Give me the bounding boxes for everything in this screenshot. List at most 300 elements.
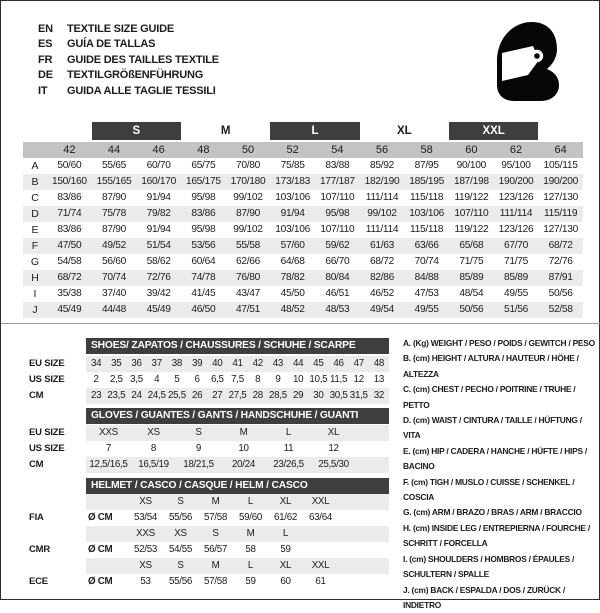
- cell: 25,5/30: [311, 457, 356, 473]
- cell: 190/200: [494, 174, 539, 190]
- cell: M: [221, 425, 266, 441]
- cell: XS: [163, 526, 198, 542]
- cell: 115/118: [404, 190, 449, 206]
- guide-title: TEXTILE SIZE GUIDE: [67, 22, 174, 37]
- cell: 115/119: [538, 206, 583, 222]
- cell: 35/38: [47, 286, 92, 302]
- diameter-cell: [86, 558, 128, 574]
- cell: 55/56: [163, 510, 198, 526]
- cell: 83/86: [47, 222, 92, 238]
- cell: 103/106: [270, 190, 315, 206]
- cell: 35: [106, 356, 126, 372]
- cell: 87/95: [404, 158, 449, 174]
- row-label: CM: [29, 388, 86, 404]
- language-row: [38, 37, 219, 52]
- guide-title: GUIDA ALLE TAGLIE TESSILI: [67, 84, 216, 99]
- language-title-list: [38, 22, 219, 99]
- cell: 6: [187, 372, 207, 388]
- cell: 48/52: [270, 302, 315, 318]
- cell: 59: [268, 542, 303, 558]
- row-label: [29, 494, 86, 510]
- cell: 84/88: [404, 270, 449, 286]
- cell: 190/200: [538, 174, 583, 190]
- cell: 12: [349, 372, 369, 388]
- row-label: CM: [29, 457, 86, 473]
- language-code: ES: [38, 37, 67, 52]
- cell: 48: [369, 356, 389, 372]
- main-size-table: [23, 122, 583, 318]
- cell: 103/106: [270, 222, 315, 238]
- values-row: [86, 510, 389, 526]
- cell: 6,5: [207, 372, 227, 388]
- cell: 75/85: [270, 158, 315, 174]
- cell: 80/84: [315, 270, 360, 286]
- legend-item: G. (cm) ARM / BRAZO / BRAS / ARM / BRACCIO: [403, 505, 600, 520]
- cell: 52/53: [128, 542, 163, 558]
- legend-item: E. (cm) HIP / CADERA / HANCHE / HÜFTE / HIPS / BACINO: [403, 444, 600, 475]
- cell: 111/114: [360, 190, 405, 206]
- cell: 75/78: [92, 206, 137, 222]
- values-row: [86, 526, 389, 542]
- cell: 55/56: [163, 574, 198, 590]
- cell: 65/75: [181, 158, 226, 174]
- cell: S: [163, 494, 198, 510]
- cell: 18/21,5: [176, 457, 221, 473]
- cell: 58: [233, 542, 268, 558]
- cell: 2: [86, 372, 106, 388]
- column-header: 60: [449, 142, 494, 158]
- cell: XS: [128, 558, 163, 574]
- cell: 155/165: [92, 174, 137, 190]
- cell: 28: [248, 388, 268, 404]
- cell: 47/53: [404, 286, 449, 302]
- cell: 27,5: [227, 388, 247, 404]
- cell: 111/114: [360, 222, 405, 238]
- gloves-table: [29, 425, 391, 473]
- cell: 78/82: [270, 270, 315, 286]
- cell: 10: [288, 372, 308, 388]
- cell: 107/110: [449, 206, 494, 222]
- cell: 8: [131, 441, 176, 457]
- column-header: 42: [47, 142, 92, 158]
- cell: 63/64: [303, 510, 338, 526]
- column-header: 50: [226, 142, 271, 158]
- cell: 83/88: [315, 158, 360, 174]
- cell: 48/53: [315, 302, 360, 318]
- cell: 30: [308, 388, 328, 404]
- row-label: [29, 526, 86, 542]
- table-row: [23, 286, 583, 302]
- cell: 43: [268, 356, 288, 372]
- cell: 70/74: [92, 270, 137, 286]
- cell: 59/62: [315, 238, 360, 254]
- cell: 45/49: [47, 302, 92, 318]
- legend-item: A. (Kg) WEIGHT / PESO / POIDS / GEWITCH / PESO: [403, 336, 600, 351]
- values-row: [86, 574, 389, 590]
- cell: 57/58: [198, 510, 233, 526]
- helmet-icon-svg: [492, 20, 564, 102]
- values-row: [86, 457, 389, 473]
- cell: 45/50: [270, 286, 315, 302]
- cell: 36: [126, 356, 146, 372]
- cell: M: [198, 558, 233, 574]
- cell: 46/52: [360, 286, 405, 302]
- column-header: 54: [315, 142, 360, 158]
- cell: 87/90: [92, 222, 137, 238]
- cell: 48/54: [449, 286, 494, 302]
- cell: 37: [147, 356, 167, 372]
- cell: 45: [308, 356, 328, 372]
- cell: 26: [187, 388, 207, 404]
- cell: 47/51: [226, 302, 271, 318]
- cell: 85/89: [494, 270, 539, 286]
- cell: 12: [311, 441, 356, 457]
- cell: 115/118: [404, 222, 449, 238]
- cell: 150/160: [47, 174, 92, 190]
- size-group-xl: XL: [360, 122, 449, 140]
- cell: 32: [369, 388, 389, 404]
- row-label: J: [23, 302, 47, 318]
- cell: 91/94: [136, 190, 181, 206]
- column-header: 46: [136, 142, 181, 158]
- cell: 8: [248, 372, 268, 388]
- cell: 60: [268, 574, 303, 590]
- table-row: [29, 574, 391, 590]
- table-row: [29, 542, 391, 558]
- table-row: [23, 190, 583, 206]
- table-row: [29, 558, 391, 574]
- cell: XXL: [303, 494, 338, 510]
- table-row: [23, 302, 583, 318]
- row-label: F: [23, 238, 47, 254]
- cell: 49/55: [494, 286, 539, 302]
- cell: 50/56: [538, 286, 583, 302]
- cell: 160/170: [136, 174, 181, 190]
- language-row: [38, 68, 219, 83]
- cell: 107/110: [315, 222, 360, 238]
- guide-title: GUÍA DE TALLAS: [67, 37, 155, 52]
- table-row: [23, 174, 583, 190]
- cell: 2,5: [106, 372, 126, 388]
- cell: M: [198, 494, 233, 510]
- cell: 66/70: [315, 254, 360, 270]
- size-column-header-row: [23, 142, 583, 158]
- cell: 123/126: [494, 222, 539, 238]
- cell: 60/64: [181, 254, 226, 270]
- cell: 13: [369, 372, 389, 388]
- cell: L: [233, 558, 268, 574]
- cell: 95/98: [181, 190, 226, 206]
- cell: 16,5/19: [131, 457, 176, 473]
- diameter-cell: [86, 494, 128, 510]
- table-row: [29, 526, 391, 542]
- cell: XXS: [86, 425, 131, 441]
- cell: 82/86: [360, 270, 405, 286]
- cell: 57/58: [198, 574, 233, 590]
- cell: 43/47: [226, 286, 271, 302]
- cell: 127/130: [538, 222, 583, 238]
- cell: 49/54: [360, 302, 405, 318]
- cell: 76/80: [226, 270, 271, 286]
- legend-item: F. (cm) TIGH / MUSLO / CUISSE / SCHENKEL / COSCIA: [403, 475, 600, 506]
- row-label: H: [23, 270, 47, 286]
- cell: S: [176, 425, 221, 441]
- cell: [303, 526, 338, 542]
- cell: L: [268, 526, 303, 542]
- cell: 7,5: [227, 372, 247, 388]
- cell: 10,5: [308, 372, 328, 388]
- shoes-table-title: SHOES/ ZAPATOS / CHAUSSURES / SCHUHE / SCARPE: [86, 338, 389, 354]
- language-row: [38, 22, 219, 37]
- table-row: [23, 254, 583, 270]
- cell: 105/115: [538, 158, 583, 174]
- cell: 63/66: [404, 238, 449, 254]
- cell: 41: [227, 356, 247, 372]
- table-row: [29, 372, 391, 388]
- row-label: CMR: [29, 542, 86, 558]
- language-code: EN: [38, 22, 67, 37]
- size-group-s: S: [92, 122, 181, 140]
- cell: 47/50: [47, 238, 92, 254]
- cell: 170/180: [226, 174, 271, 190]
- row-label: C: [23, 190, 47, 206]
- table-row: [29, 510, 391, 526]
- helmet-icon: [492, 20, 564, 102]
- cell: 29: [288, 388, 308, 404]
- corner-cell: [23, 142, 47, 158]
- size-group-l: L: [270, 122, 359, 140]
- cell: 72/76: [136, 270, 181, 286]
- cell: 68/72: [47, 270, 92, 286]
- cell: [303, 542, 338, 558]
- row-label: FIA: [29, 510, 86, 526]
- cell: 61/62: [268, 510, 303, 526]
- cell: 56/57: [198, 542, 233, 558]
- cell: 9: [268, 372, 288, 388]
- cell: 56/60: [92, 254, 137, 270]
- column-header: 64: [538, 142, 583, 158]
- cell: S: [198, 526, 233, 542]
- legend-item: D. (cm) WAIST / CINTURA / TAILLE / HÜFTUNG / VITA: [403, 413, 600, 444]
- table-row: [29, 356, 391, 372]
- cell: 60/70: [136, 158, 181, 174]
- cell: 45/49: [136, 302, 181, 318]
- row-label: EU SIZE: [29, 356, 86, 372]
- cell: 39: [187, 356, 207, 372]
- table-row: [29, 388, 391, 404]
- cell: S: [163, 558, 198, 574]
- row-label: I: [23, 286, 47, 302]
- cell: L: [233, 494, 268, 510]
- cell: 65/68: [449, 238, 494, 254]
- cell: 49/52: [92, 238, 137, 254]
- size-table-body: [23, 158, 583, 318]
- cell: 50/56: [449, 302, 494, 318]
- guide-title: GUIDE DES TAILLES TEXTILE: [67, 53, 219, 68]
- size-group-row: [23, 122, 583, 140]
- cell: 55/58: [226, 238, 271, 254]
- cell: 70/74: [404, 254, 449, 270]
- cell: 23: [86, 388, 106, 404]
- table-row: [23, 158, 583, 174]
- cell: 83/86: [47, 190, 92, 206]
- cell: 99/102: [360, 206, 405, 222]
- cell: 177/187: [315, 174, 360, 190]
- cell: 7: [86, 441, 131, 457]
- cell: 23,5: [106, 388, 126, 404]
- cell: XXS: [128, 526, 163, 542]
- table-row: [23, 206, 583, 222]
- cell: 95/98: [315, 206, 360, 222]
- row-label: EU SIZE: [29, 425, 86, 441]
- row-label: G: [23, 254, 47, 270]
- table-row: [29, 494, 391, 510]
- cell: 87/90: [226, 206, 271, 222]
- cell: 71/75: [494, 254, 539, 270]
- cell: 39/42: [136, 286, 181, 302]
- cell: 20/24: [221, 457, 266, 473]
- cell: 165/175: [181, 174, 226, 190]
- column-header: 56: [360, 142, 405, 158]
- cell: 10: [221, 441, 266, 457]
- cell: 119/122: [449, 222, 494, 238]
- cell: 85/89: [449, 270, 494, 286]
- row-label: [29, 558, 86, 574]
- cell: 54/58: [47, 254, 92, 270]
- cell: 47: [349, 356, 369, 372]
- cell: 59/60: [233, 510, 268, 526]
- cell: 182/190: [360, 174, 405, 190]
- cell: 25,5: [167, 388, 187, 404]
- row-label: A: [23, 158, 47, 174]
- table-row: [23, 222, 583, 238]
- cell: XL: [311, 425, 356, 441]
- cell: 83/86: [181, 206, 226, 222]
- table-row: [23, 270, 583, 286]
- cell: 51/56: [494, 302, 539, 318]
- table-row: [29, 425, 391, 441]
- language-row: [38, 53, 219, 68]
- cell: 24,5: [147, 388, 167, 404]
- cell: 187/198: [449, 174, 494, 190]
- cell: 127/130: [538, 190, 583, 206]
- cell: 74/78: [181, 270, 226, 286]
- cell: 103/106: [404, 206, 449, 222]
- language-code: IT: [38, 84, 67, 99]
- cell: 44/48: [92, 302, 137, 318]
- values-row: [86, 388, 389, 404]
- cell: 107/110: [315, 190, 360, 206]
- cell: 12,5/16,5: [86, 457, 131, 473]
- cell: 68/72: [360, 254, 405, 270]
- cell: 3,5: [126, 372, 146, 388]
- cell: 90/100: [449, 158, 494, 174]
- cell: 54/55: [163, 542, 198, 558]
- column-header: 44: [92, 142, 137, 158]
- table-row: [23, 238, 583, 254]
- values-row: [86, 372, 389, 388]
- row-label: US SIZE: [29, 441, 86, 457]
- cell: 51/54: [136, 238, 181, 254]
- cell: 52/58: [538, 302, 583, 318]
- cell: XS: [131, 425, 176, 441]
- cell: 62/66: [226, 254, 271, 270]
- row-label: ECE: [29, 574, 86, 590]
- values-row: [86, 441, 389, 457]
- cell: 173/183: [270, 174, 315, 190]
- values-row: [86, 558, 389, 574]
- cell: 9: [176, 441, 221, 457]
- cell: 99/102: [226, 190, 271, 206]
- cell: 91/94: [136, 222, 181, 238]
- measurement-legend: [403, 336, 600, 613]
- diameter-cell: Ø CM: [86, 510, 128, 526]
- cell: 53/56: [181, 238, 226, 254]
- values-row: [86, 494, 389, 510]
- cell: XXL: [303, 558, 338, 574]
- cell: 46: [328, 356, 348, 372]
- cell: 34: [86, 356, 106, 372]
- language-code: FR: [38, 53, 67, 68]
- cell: 61/63: [360, 238, 405, 254]
- cell: 99/102: [226, 222, 271, 238]
- row-label: US SIZE: [29, 372, 86, 388]
- cell: 85/92: [360, 158, 405, 174]
- cell: 24: [126, 388, 146, 404]
- helmet-table: [29, 494, 391, 590]
- cell: 40: [207, 356, 227, 372]
- cell: M: [233, 526, 268, 542]
- cell: 64/68: [270, 254, 315, 270]
- cell: XL: [268, 558, 303, 574]
- legend-item: B. (cm) HEIGHT / ALTURA / HAUTEUR / HÖHE / ALTEZZA: [403, 351, 600, 382]
- cell: 71/74: [47, 206, 92, 222]
- cell: 37/40: [92, 286, 137, 302]
- cell: 185/195: [404, 174, 449, 190]
- cell: 50/60: [47, 158, 92, 174]
- values-row: [86, 356, 389, 372]
- cell: 28,5: [268, 388, 288, 404]
- cell: 30,5: [328, 388, 348, 404]
- shoes-table: [29, 356, 391, 404]
- cell: 42: [248, 356, 268, 372]
- cell: 79/82: [136, 206, 181, 222]
- cell: 68/72: [538, 238, 583, 254]
- row-label: B: [23, 174, 47, 190]
- legend-item: H. (cm) INSIDE LEG / ENTREPIERNA / FOURCHE / SCHRITT / FORCELLA: [403, 521, 600, 552]
- cell: 87/91: [538, 270, 583, 286]
- cell: 44: [288, 356, 308, 372]
- values-row: [86, 542, 389, 558]
- size-group-xxl: XXL: [449, 122, 538, 140]
- language-row: [38, 84, 219, 99]
- cell: 111/114: [494, 206, 539, 222]
- cell: 11: [266, 441, 311, 457]
- column-header: 62: [494, 142, 539, 158]
- diameter-cell: Ø CM: [86, 542, 128, 558]
- cell: 72/76: [538, 254, 583, 270]
- column-header: 58: [404, 142, 449, 158]
- cell: 59: [233, 574, 268, 590]
- cell: 70/80: [226, 158, 271, 174]
- cell: 31,5: [349, 388, 369, 404]
- cell: 91/94: [270, 206, 315, 222]
- cell: 57/60: [270, 238, 315, 254]
- legend-item: J. (cm) BACK / ESPALDA / DOS / ZURÜCK / INDIETRO: [403, 583, 600, 613]
- cell: 11,5: [328, 372, 348, 388]
- guide-title: TEXTILGRÖßENFÜHRUNG: [67, 68, 203, 83]
- diameter-cell: [86, 526, 128, 542]
